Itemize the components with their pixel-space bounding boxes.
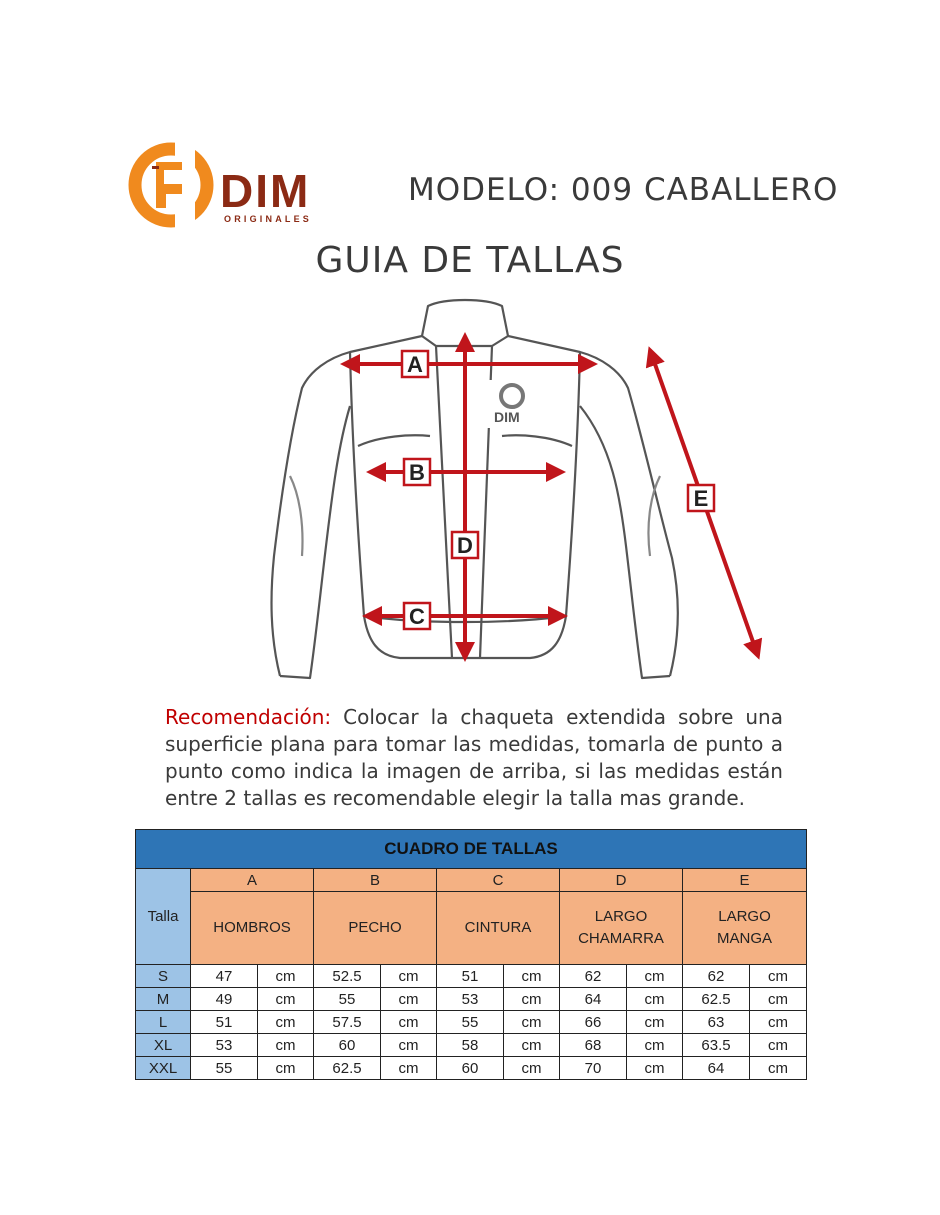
dim-logo bbox=[128, 140, 358, 230]
table-title: CUADRO DE TALLAS bbox=[136, 830, 807, 869]
measurement-value: 51 bbox=[437, 965, 504, 988]
measurement-value: 53 bbox=[191, 1034, 258, 1057]
size-cell: L bbox=[136, 1011, 191, 1034]
unit-cell: cm bbox=[627, 1057, 683, 1080]
jacket-badge bbox=[486, 380, 542, 428]
measurement-value: 66 bbox=[560, 1011, 627, 1034]
unit-cell: cm bbox=[258, 1034, 314, 1057]
table-row bbox=[136, 1057, 807, 1080]
measurement-value: 52.5 bbox=[314, 965, 381, 988]
unit-cell: cm bbox=[627, 1011, 683, 1034]
measurement-value: 55 bbox=[314, 988, 381, 1011]
logo-brand-text: DIM bbox=[220, 165, 311, 217]
unit-cell: cm bbox=[627, 988, 683, 1011]
jacket-outline bbox=[272, 300, 678, 678]
unit-cell: cm bbox=[381, 988, 437, 1011]
column-name-largo-chamarra: LARGO CHAMARRA bbox=[560, 892, 683, 965]
unit-cell: cm bbox=[381, 1057, 437, 1080]
recommendation-text bbox=[165, 704, 783, 812]
size-cell: XL bbox=[136, 1034, 191, 1057]
measurement-value: 55 bbox=[191, 1057, 258, 1080]
size-cell: XXL bbox=[136, 1057, 191, 1080]
column-letter-d: D bbox=[560, 869, 683, 892]
logo-sub-text: ORIGINALES bbox=[224, 214, 313, 224]
measurement-value: 62.5 bbox=[314, 1057, 381, 1080]
column-letter-a: A bbox=[191, 869, 314, 892]
unit-cell: cm bbox=[381, 1011, 437, 1034]
unit-cell: cm bbox=[750, 1011, 807, 1034]
column-name-hombros: HOMBROS bbox=[191, 892, 314, 965]
column-letter-e: E bbox=[683, 869, 807, 892]
measurement-value: 51 bbox=[191, 1011, 258, 1034]
unit-cell: cm bbox=[750, 1034, 807, 1057]
talla-header: Talla bbox=[136, 869, 191, 965]
measurement-value: 62 bbox=[683, 965, 750, 988]
measurement-value: 62.5 bbox=[683, 988, 750, 1011]
table-row bbox=[136, 1011, 807, 1034]
label-a: A bbox=[407, 352, 423, 377]
label-e: E bbox=[693, 486, 709, 511]
measurement-value: 55 bbox=[437, 1011, 504, 1034]
measurement-value: 70 bbox=[560, 1057, 627, 1080]
column-letter-c: C bbox=[437, 869, 560, 892]
table-row bbox=[136, 965, 807, 988]
guide-title: GUIA DE TALLAS bbox=[315, 240, 625, 281]
column-letter-b: B bbox=[314, 869, 437, 892]
size-cell: M bbox=[136, 988, 191, 1011]
unit-cell: cm bbox=[258, 988, 314, 1011]
size-cell: S bbox=[136, 965, 191, 988]
badge-text: DIM bbox=[494, 409, 520, 425]
recommendation-body: Colocar la chaqueta extendida sobre una superficie plana para tomar las medidas, tomarla de punto a punto como indica la imagen de arriba, si las medidas están entre 2 tallas es recomendable elegir la talla mas grande. bbox=[165, 705, 783, 810]
measurement-value: 63 bbox=[683, 1011, 750, 1034]
table-row bbox=[136, 1034, 807, 1057]
measurement-value: 63.5 bbox=[683, 1034, 750, 1057]
jacket-measurement-diagram bbox=[240, 296, 780, 690]
unit-cell: cm bbox=[258, 1057, 314, 1080]
measurement-value: 60 bbox=[314, 1034, 381, 1057]
unit-cell: cm bbox=[627, 1034, 683, 1057]
measurement-value: 62 bbox=[560, 965, 627, 988]
unit-cell: cm bbox=[258, 965, 314, 988]
size-rows bbox=[136, 965, 807, 1080]
unit-cell: cm bbox=[504, 1057, 560, 1080]
unit-cell: cm bbox=[381, 1034, 437, 1057]
unit-cell: cm bbox=[381, 965, 437, 988]
label-b: B bbox=[409, 460, 425, 485]
label-d: D bbox=[457, 533, 473, 558]
measurement-value: 57.5 bbox=[314, 1011, 381, 1034]
measurement-value: 49 bbox=[191, 988, 258, 1011]
measurement-value: 60 bbox=[437, 1057, 504, 1080]
column-name-cintura: CINTURA bbox=[437, 892, 560, 965]
unit-cell: cm bbox=[258, 1011, 314, 1034]
recommendation-label: Recomendación: bbox=[165, 705, 332, 729]
measurement-value: 53 bbox=[437, 988, 504, 1011]
measurement-value: 58 bbox=[437, 1034, 504, 1057]
measurement-value: 47 bbox=[191, 965, 258, 988]
unit-cell: cm bbox=[504, 1011, 560, 1034]
unit-cell: cm bbox=[504, 1034, 560, 1057]
unit-cell: cm bbox=[504, 988, 560, 1011]
unit-cell: cm bbox=[750, 1057, 807, 1080]
column-name-largo-manga: LARGO MANGA bbox=[683, 892, 807, 965]
label-c: C bbox=[409, 604, 425, 629]
unit-cell: cm bbox=[627, 965, 683, 988]
model-title: MODELO: 009 CABALLERO bbox=[408, 172, 839, 208]
unit-cell: cm bbox=[504, 965, 560, 988]
column-name-pecho: PECHO bbox=[314, 892, 437, 965]
measurement-value: 64 bbox=[560, 988, 627, 1011]
size-chart-table bbox=[135, 829, 807, 1080]
unit-cell: cm bbox=[750, 988, 807, 1011]
table-row bbox=[136, 988, 807, 1011]
measurement-value: 64 bbox=[683, 1057, 750, 1080]
measurement-value: 68 bbox=[560, 1034, 627, 1057]
unit-cell: cm bbox=[750, 965, 807, 988]
